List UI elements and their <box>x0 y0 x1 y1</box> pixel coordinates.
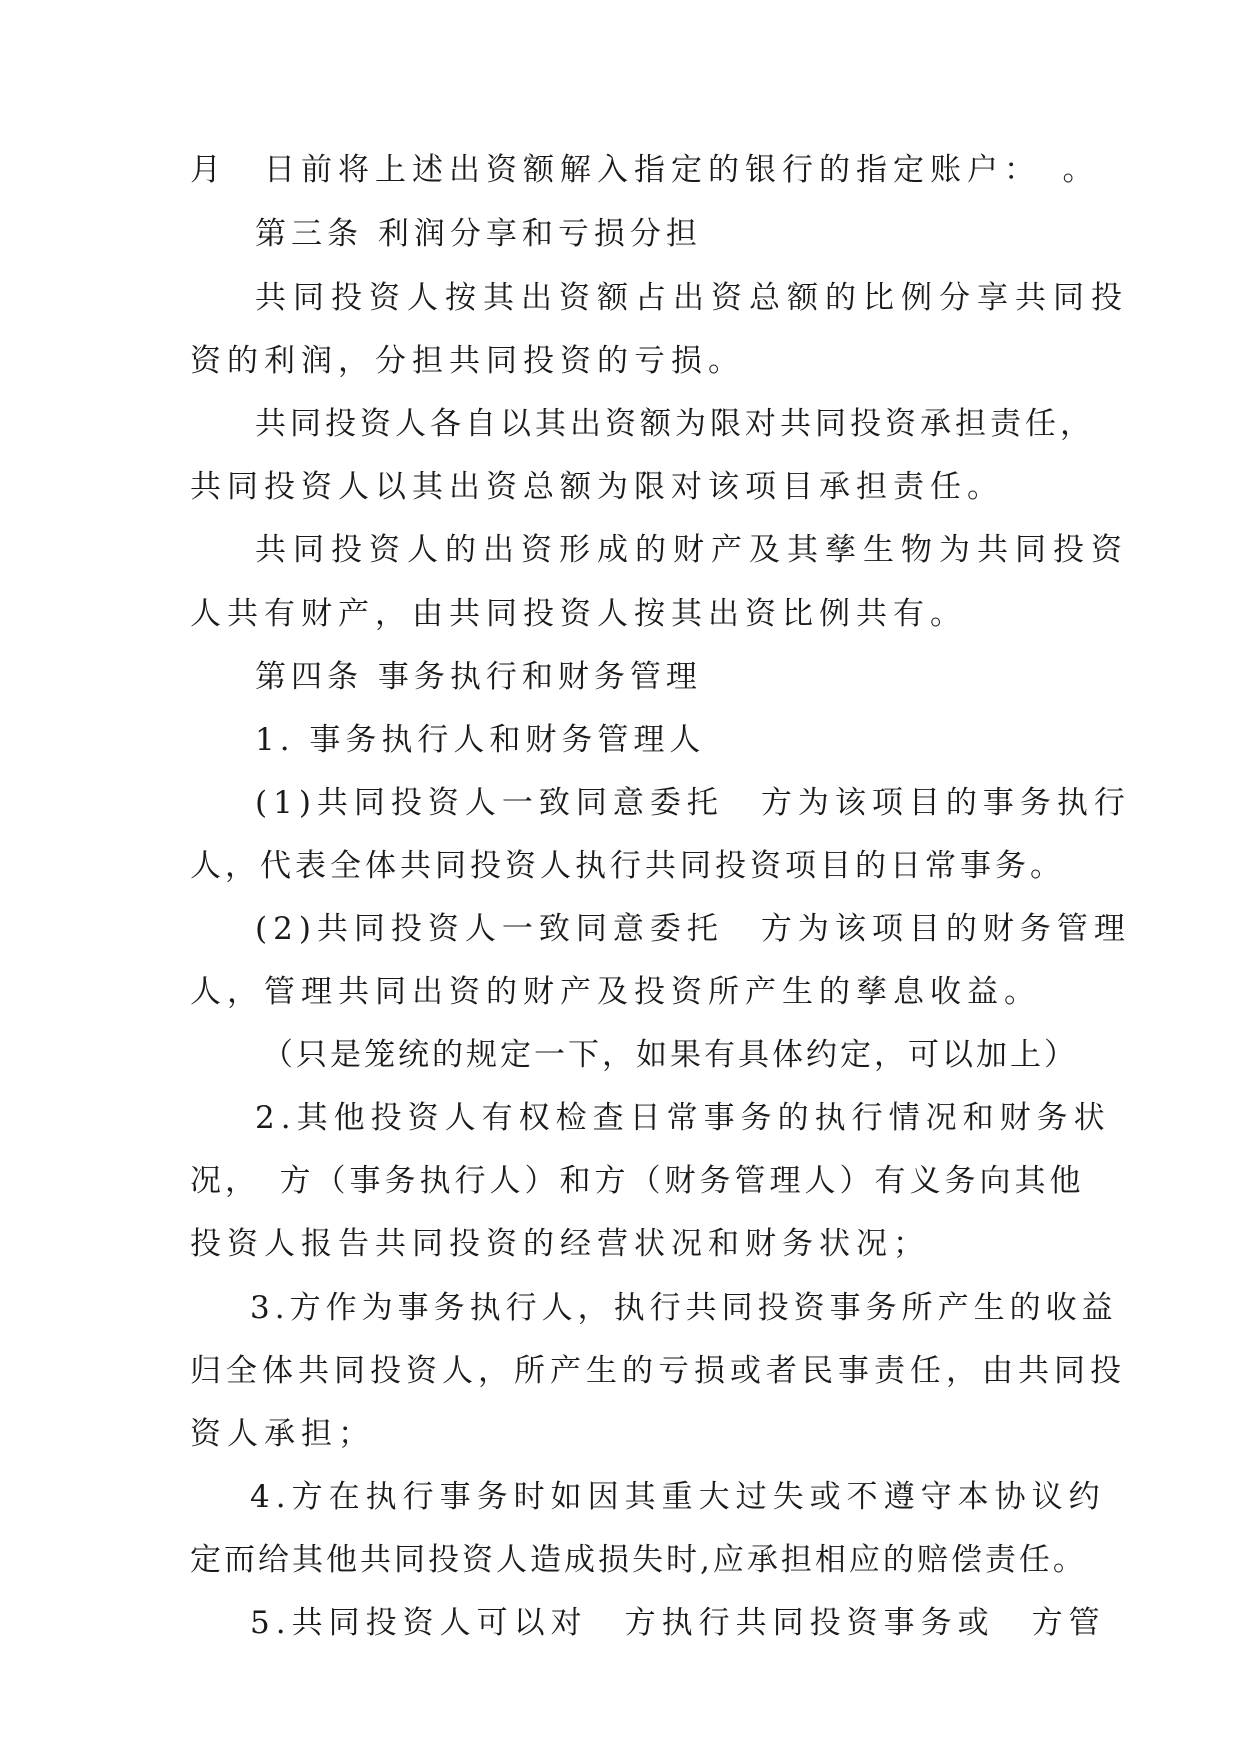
text-line-19: 3.方作为事务执行人，执行共同投资事务所产生的收益 <box>250 1290 1118 1326</box>
text-line-10: 1. 事务执行人和财务管理人 <box>255 722 706 758</box>
text-line-11: (1)共同投资人一致同意委托 方为该项目的事务执行 <box>255 785 1131 821</box>
text-line-15: （只是笼统的规定一下，如果有具体约定，可以加上） <box>262 1037 1078 1073</box>
text-line-1: 月 日前将上述出资额解入指定的银行的指定账户： 。 <box>190 152 1100 188</box>
text-line-5: 共同投资人各自以其出资额为限对共同投资承担责任， <box>255 406 1095 442</box>
text-line-23: 定而给其他共同投资人造成损失时,应承担相应的赔偿责任。 <box>190 1542 1087 1578</box>
text-line-7: 共同投资人的出资形成的财产及其孳生物为共同投资 <box>255 532 1129 568</box>
text-line-21: 资人承担； <box>190 1416 375 1452</box>
section-heading-4: 第四条 事务执行和财务管理 <box>255 659 702 695</box>
text-line-16: 2.其他投资人有权检查日常事务的执行情况和财务状 <box>255 1100 1111 1136</box>
text-line-4: 资的利润，分担共同投资的亏损。 <box>190 343 745 379</box>
text-line-18: 投资人报告共同投资的经营状况和财务状况； <box>190 1226 930 1262</box>
text-line-14: 人，管理共同出资的财产及投资所产生的孳息收益。 <box>190 974 1041 1010</box>
text-line-8: 人共有财产，由共同投资人按其出资比例共有。 <box>190 596 967 632</box>
text-line-3: 共同投资人按其出资额占出资总额的比例分享共同投 <box>255 280 1129 316</box>
text-line-24: 5.共同投资人可以对 方执行共同投资事务或 方管 <box>250 1605 1106 1641</box>
text-line-20: 归全体共同投资人，所产生的亏损或者民事责任，由共同投 <box>190 1353 1126 1389</box>
text-line-13: (2)共同投资人一致同意委托 方为该项目的财务管理 <box>255 911 1131 947</box>
text-line-6: 共同投资人以其出资总额为限对该项目承担责任。 <box>190 469 1004 505</box>
text-line-22: 4.方在执行事务时如因其重大过失或不遵守本协议约 <box>250 1479 1106 1515</box>
section-heading-3: 第三条 利润分享和亏损分担 <box>255 216 702 252</box>
text-line-17: 况， 方（事务执行人）和方（财务管理人）有义务向其他 <box>190 1163 1085 1199</box>
text-line-12: 人，代表全体共同投资人执行共同投资项目的日常事务。 <box>190 848 1065 884</box>
